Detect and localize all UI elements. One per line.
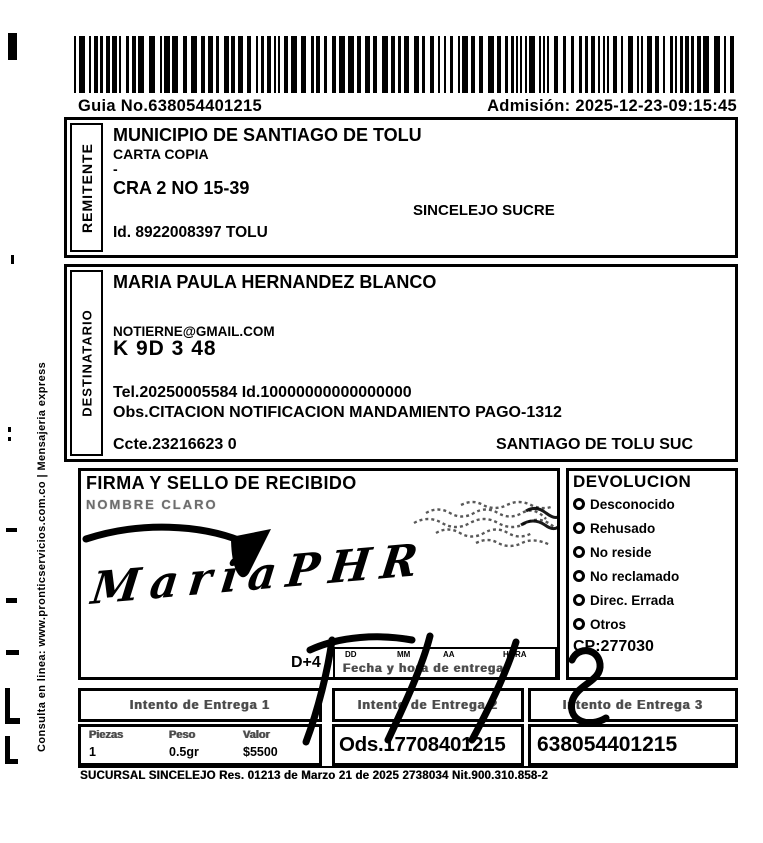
recipient-side-label: DESTINATARIO [79, 309, 94, 417]
scan-mark [6, 528, 17, 532]
sender-id: Id. 8922008397 TOLU [113, 224, 268, 241]
delivery-datetime-box [333, 647, 557, 679]
signature-box [78, 468, 560, 680]
hora-label: HORA [503, 650, 527, 659]
d-plus-4-label: D+4 [291, 654, 321, 671]
return-option-label: Otros [590, 616, 627, 632]
return-option [573, 588, 731, 612]
return-option-label: Rehusado [590, 520, 656, 536]
return-option-label: Direc. Errada [590, 592, 675, 608]
package-details-cell [78, 724, 322, 766]
scan-mark [5, 688, 20, 724]
scan-mark [11, 255, 14, 264]
radio-icon [573, 522, 585, 534]
guia-number-bottom: 638054401215 [537, 733, 678, 756]
delivery-attempt-2-cell [332, 688, 524, 722]
return-option-label: No reside [590, 544, 652, 560]
radio-icon [573, 498, 585, 510]
weight-header: Peso [169, 729, 196, 741]
footer-rule [78, 766, 738, 768]
ods-number-cell [332, 724, 524, 766]
radio-icon [573, 546, 585, 558]
pieces-header: Piezas [89, 729, 124, 741]
delivery-attempt-3-cell [528, 688, 738, 722]
scan-mark [8, 33, 17, 60]
delivery-attempt-2-label: Intento de Entrega 2 [357, 698, 499, 712]
admission-datetime: Admisión: 2025-12-23-09:15:45 [487, 97, 737, 115]
pieces-value: 1 [89, 745, 96, 759]
scan-mark [6, 650, 19, 655]
scan-mark [5, 736, 18, 764]
return-box [566, 468, 738, 680]
recipient-side-label-cell [70, 270, 103, 456]
sender-dash: - [113, 161, 118, 177]
delivery-attempt-3-label: Intento de Entrega 3 [562, 698, 704, 712]
return-option [573, 540, 731, 564]
radio-icon [573, 618, 585, 630]
barcode-gap [734, 36, 735, 93]
recipient-obs: Obs.CITACION NOTIFICACION MANDAMIENTO PAGO-1312 [113, 404, 562, 421]
recipient-address: K 9D 3 48 [113, 337, 217, 360]
recipient-tel-id: Tel.20250005584 Id.10000000000000000 [113, 384, 412, 401]
sender-city: SINCELEJO SUCRE [413, 202, 555, 219]
delivery-attempt-1-cell [78, 688, 322, 722]
guia-number-label: Guia No.638054401215 [78, 97, 262, 119]
return-option-label: No reclamado [590, 568, 680, 584]
weight-value: 0.5gr [169, 745, 199, 759]
ods-number: Ods.17708401215 [339, 733, 506, 756]
delivery-attempt-1-label: Intento de Entrega 1 [129, 698, 271, 712]
value-header: Valor [243, 729, 270, 741]
aa-label: AA [443, 650, 455, 659]
recipient-email: NOTIERNE@GMAIL.COM [113, 324, 275, 339]
radio-icon [573, 594, 585, 606]
signature-box-title: FIRMA Y SELLO DE RECIBIDO [86, 473, 357, 493]
scan-mark [8, 437, 11, 441]
sender-side-label-cell [70, 123, 103, 252]
recipient-box [64, 264, 738, 462]
mm-label: MM [397, 650, 411, 659]
dd-label: DD [345, 650, 357, 659]
nombre-claro-label: NOMBRE CLARO [86, 497, 218, 512]
scan-mark [8, 427, 11, 432]
side-note-vertical: Consulta en linea: www.pronticservicios.com.co | Mensajeria express [36, 361, 48, 752]
delivery-datetime-caption: Fecha y hora de entrega [343, 661, 505, 675]
return-option-label: Desconocido [590, 496, 675, 512]
return-option [573, 564, 731, 588]
sender-box [64, 117, 738, 258]
recipient-ccte: Ccte.23216623 0 [113, 436, 237, 453]
recipient-signature: MariaPHR [88, 533, 431, 616]
radio-icon [573, 570, 585, 582]
recipient-branch: SANTIAGO DE TOLU SUC [495, 436, 693, 453]
recipient-name: MARIA PAULA HERNANDEZ BLANCO [113, 272, 437, 292]
barcode [74, 36, 735, 93]
return-box-title: DEVOLUCION [573, 472, 692, 491]
sender-doc-type: CARTA COPIA [113, 146, 209, 162]
scan-mark [6, 598, 17, 603]
sender-address: CRA 2 NO 15-39 [113, 178, 250, 198]
branch-resolution-footer: SUCURSAL SINCELEJO Res. 01213 de Marzo 21 de 2025 2738034 Nit.900.310.858-2 [80, 770, 548, 782]
return-option [573, 612, 731, 636]
return-option [573, 516, 731, 540]
value-value: $5500 [243, 745, 278, 759]
sender-name: MUNICIPIO DE SANTIAGO DE TOLU [113, 125, 422, 145]
sender-side-label: REMITENTE [78, 142, 95, 233]
return-option [573, 492, 731, 516]
guia-number-cell [528, 724, 738, 766]
postal-code: CP:277030 [573, 638, 654, 655]
